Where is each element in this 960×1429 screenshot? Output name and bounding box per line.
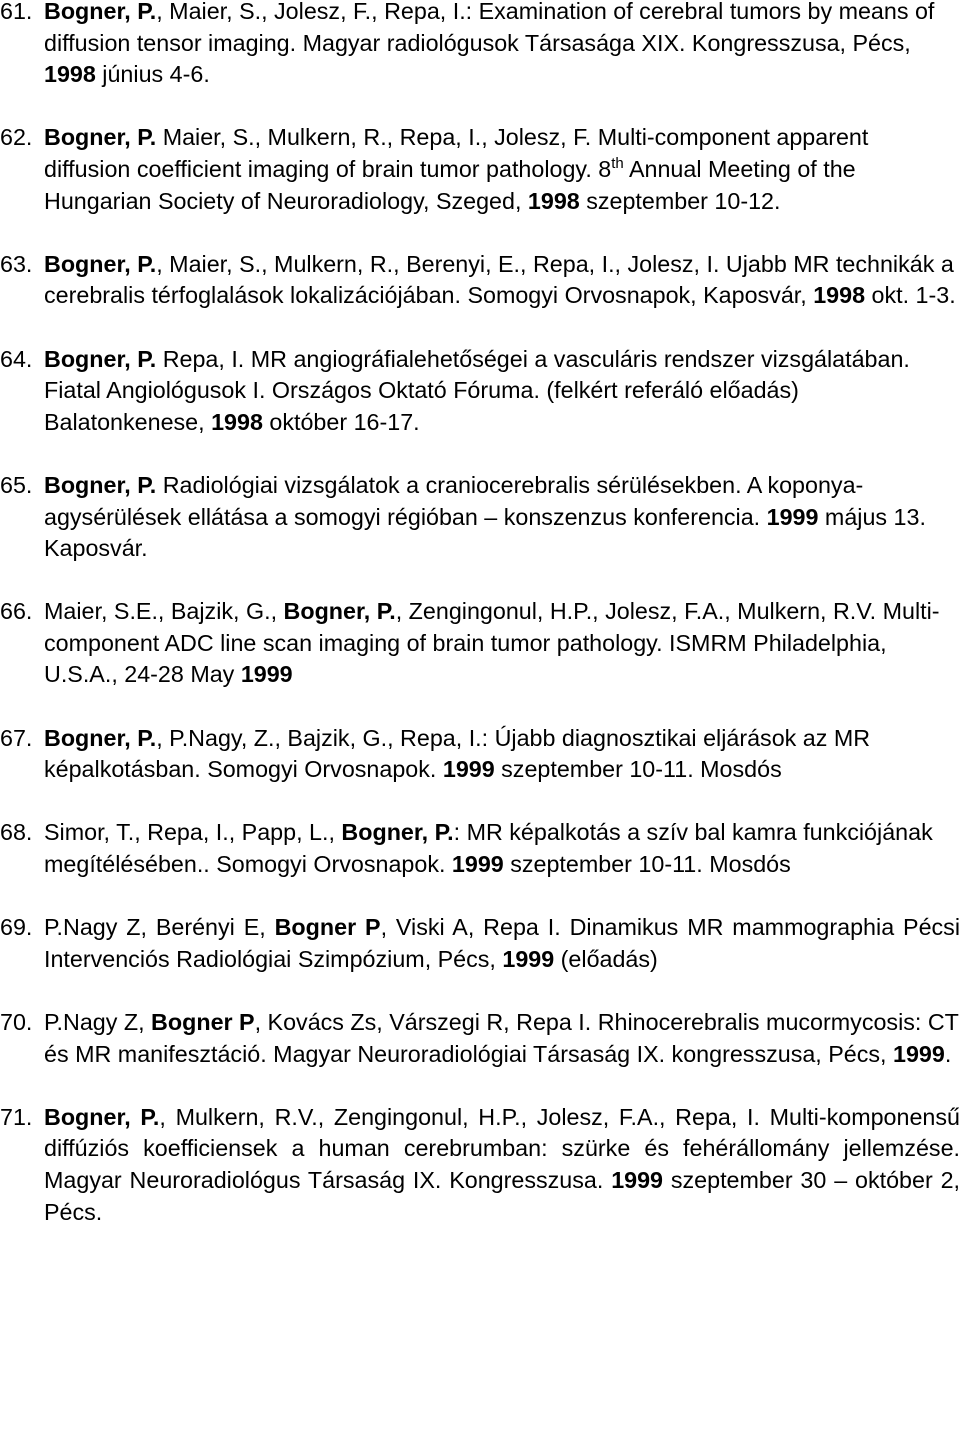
citation-text: P.Nagy Z, Berényi E,: [44, 914, 275, 941]
bold-text: 1998: [211, 408, 263, 435]
reference-entry: [0, 912, 960, 975]
reference-number: 66.: [0, 598, 33, 625]
bold-text: 1999: [442, 756, 495, 783]
bold-text: 1999: [892, 1040, 945, 1067]
reference-entry: [0, 1007, 960, 1070]
reference-entry: [0, 0, 960, 91]
bold-text: Bogner, P.: [44, 724, 157, 751]
citation-text: szeptember 10-12.: [579, 187, 781, 214]
citation-text: , P.Nagy, Z., Bajzik, G., Repa, I.: Újabb diagnosztikai eljárások az MR képalkotásban. Somogyi Orvosnapok.: [44, 724, 871, 783]
reference-number: 68.: [0, 819, 33, 846]
reference-number: 69.: [0, 914, 33, 941]
citation-text: október 16-17.: [262, 408, 420, 435]
citation-text: , Maier, S., Jolesz, F., Repa, I.: Examination of cerebral tumors by means of diffusion tensor imaging. Magyar radiológusok Társasága XIX. Kongresszusa, Pécs,: [44, 0, 935, 56]
bold-text: Bogner, P.: [44, 250, 157, 277]
superscript-text: th: [611, 154, 624, 172]
bold-text: Bogner, P.: [341, 819, 454, 846]
bold-text: 1998: [813, 282, 866, 309]
bold-text: Bogner, P.: [44, 345, 157, 372]
bold-text: 1999: [451, 851, 504, 878]
citation-text: .: [944, 1040, 952, 1067]
bold-text: Bogner P: [274, 914, 381, 941]
citation-text: június 4-6.: [95, 61, 210, 88]
reference-number: 64.: [0, 345, 33, 372]
citation-text: szeptember 10-11. Mosdós: [503, 851, 791, 878]
reference-entry: [0, 723, 960, 786]
citation-text: Maier, S., Mulkern, R., Repa, I., Jolesz, F. Multi-component apparent diffusion coefficient imaging of brain tumor pathology. 8: [44, 124, 869, 182]
bold-text: 1998: [527, 187, 580, 214]
reference-number: 71.: [0, 1103, 33, 1130]
bold-text: Bogner, P.: [44, 1103, 160, 1130]
bold-text: Bogner, P.: [283, 598, 396, 625]
citation-text: Simor, T., Repa, I., Papp, L.,: [44, 819, 342, 846]
bold-text: 1998: [44, 61, 96, 88]
bold-text: Bogner, P.: [44, 124, 157, 151]
citation-text: (előadás): [554, 945, 658, 972]
reference-entry: [0, 470, 960, 565]
bold-text: Bogner P: [151, 1009, 255, 1035]
citation-text: okt. 1-3.: [865, 282, 956, 309]
bold-text: 1999: [240, 661, 293, 688]
bold-text: Bogner, P.: [44, 471, 157, 498]
reference-entry: [0, 344, 960, 439]
reference-entry: [0, 596, 960, 691]
reference-number: 62.: [0, 124, 33, 151]
citation-text: , Kovács Zs, Várszegi R, Repa I. Rhinocerebralis mucormycosis: CT és MR manifesztáció. Magyar Neuroradiológiai Társaság IX. kongresszusa, Pécs,: [44, 1009, 959, 1067]
reference-number: 65.: [0, 471, 33, 498]
bold-text: Bogner, P.: [44, 0, 157, 24]
citation-text: , Maier, S., Mulkern, R., Berenyi, E., Repa, I., Jolesz, I. Ujabb MR technikák a cerebralis térfoglalások lokalizációjában. Somogyi Orvosnapok, Kaposvár,: [44, 250, 954, 309]
reference-number: 67.: [0, 724, 33, 751]
reference-number: 61.: [0, 0, 33, 24]
reference-number: 63.: [0, 250, 33, 277]
citation-text: Repa, I. MR angiográfialehetőségei a vasculáris rendszer vizsgálatában. Fiatal Angiológusok I. Országos Oktató Fóruma. (felkért referáló előadás) Balatonkenese,: [44, 345, 910, 435]
reference-entry: [0, 122, 960, 217]
citation-text: , Viski A, Repa I. Dinamikus MR mammographia Pécsi Intervenciós Radiológiai Szimpózium, Pécs,: [44, 914, 960, 972]
bold-text: 1999: [611, 1166, 664, 1193]
citation-text: május 13. Kaposvár.: [44, 503, 926, 562]
reference-entry: [0, 817, 960, 880]
citation-text: szeptember 30 – október 2, Pécs.: [44, 1166, 960, 1225]
citation-text: Annual Meeting of the Hungarian Society of Neuroradiology, Szeged,: [44, 155, 856, 214]
citation-text: Maier, S.E., Bajzik, G.,: [44, 598, 284, 625]
citation-text: Radiológiai vizsgálatok a craniocerebralis sérülésekben. A koponya-agysérülések ellátása a somogyi régióban – konszenzus konferencia.: [44, 471, 864, 530]
citation-text: , Zengingonul, H.P., Jolesz, F.A., Mulkern, R.V. Multi-component ADC line scan imaging of brain tumor pathology. ISMRM Philadelphia, U.S.A., 24-28 May: [44, 598, 940, 688]
reference-number: 70.: [0, 1009, 33, 1035]
reference-entry: [0, 249, 960, 312]
reference-entry: [0, 1102, 960, 1228]
citation-text: szeptember 10-11. Mosdós: [494, 756, 782, 783]
citation-text: : MR képalkotás a szív bal kamra funkciójának megítélésében.. Somogyi Orvosnapok.: [44, 819, 933, 878]
citation-text: , Mulkern, R.V., Zengingonul, H.P., Jolesz, F.A., Repa, I. Multi-komponensű diffúziós koefficiensek a human cerebrumban: szürke és fehérállomány jellemzése. Magyar Neuroradiológus Társaság IX. Kongresszusa.: [44, 1103, 960, 1193]
citation-text: P.Nagy Z,: [44, 1009, 152, 1035]
bold-text: 1999: [766, 503, 819, 530]
bold-text: 1999: [502, 945, 555, 972]
